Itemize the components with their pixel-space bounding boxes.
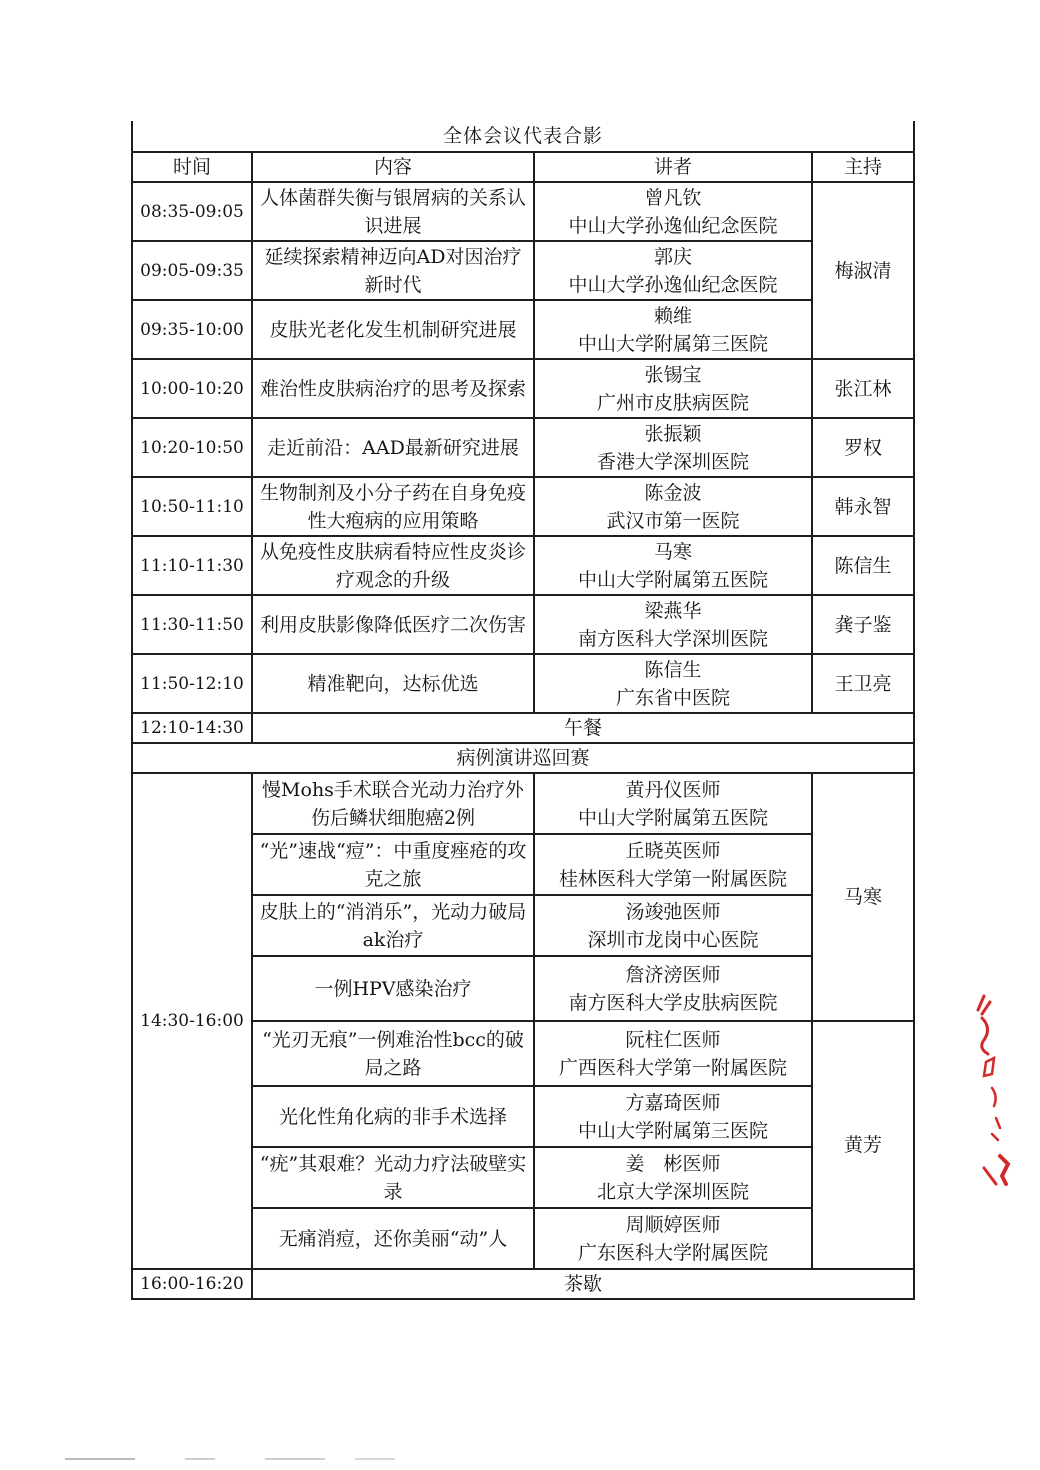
speaker-org: 中山大学附属第三医院 (577, 1119, 768, 1142)
speaker-name: 姜 彬医师 (625, 1152, 721, 1175)
host-name: 黄芳 (812, 1021, 914, 1269)
speaker-org: 中山大学附属第五医院 (577, 568, 768, 591)
speaker-cell (534, 182, 812, 241)
session-time: 08:35-09:05 (132, 182, 252, 241)
session-topic: 生物制剂及小分子药在自身免疫性大疱病的应用策略 (252, 477, 534, 536)
case-topic: 一例HPV感染治疗 (252, 956, 534, 1021)
red-seal-stamp (970, 988, 1016, 1188)
speaker-name: 方嘉琦医师 (625, 1091, 721, 1114)
header-content: 内容 (252, 152, 534, 182)
table-row (132, 418, 914, 477)
speaker-cell (534, 895, 812, 956)
tea-time: 16:00-16:20 (132, 1269, 252, 1299)
session-topic: 难治性皮肤病治疗的思考及探索 (252, 359, 534, 418)
session-time: 09:35-10:00 (132, 300, 252, 359)
speaker-name: 张振颖 (644, 422, 702, 445)
speaker-cell (534, 300, 812, 359)
speaker-org: 南方医科大学深圳医院 (577, 627, 768, 650)
speaker-name: 詹济滂医师 (625, 963, 721, 986)
session-time: 09:05-09:35 (132, 241, 252, 300)
speaker-org: 中山大学孙逸仙纪念医院 (568, 273, 778, 296)
table-row (132, 595, 914, 654)
speaker-cell (534, 359, 812, 418)
speaker-org: 北京大学深圳医院 (596, 1180, 749, 1203)
table-row (132, 477, 914, 536)
speaker-name: 阮柱仁医师 (625, 1028, 721, 1051)
speaker-name: 赖维 (653, 304, 692, 327)
speaker-name: 陈金波 (644, 481, 702, 504)
case-topic: 皮肤上的“消消乐”，光动力破局ak治疗 (252, 895, 534, 956)
table-row (132, 654, 914, 713)
speaker-org: 桂林医科大学第一附属医院 (558, 867, 787, 890)
table-row (132, 300, 914, 359)
session-time: 10:00-10:20 (132, 359, 252, 418)
speaker-cell (534, 477, 812, 536)
section-title-plenary: 全体会议代表合影 (132, 121, 914, 152)
bottom-edge-marks (65, 1456, 405, 1462)
tea-label: 茶歇 (252, 1269, 914, 1299)
host-name: 王卫亮 (812, 654, 914, 713)
session-topic: 人体菌群失衡与银屑病的关系认识进展 (252, 182, 534, 241)
speaker-org: 广东省中医院 (615, 686, 730, 709)
host-name: 龚子鉴 (812, 595, 914, 654)
section-title-cases: 病例演讲巡回赛 (132, 743, 914, 773)
speaker-cell (534, 1021, 812, 1086)
host-name: 罗权 (812, 418, 914, 477)
speaker-cell (534, 773, 812, 834)
schedule-table (131, 121, 915, 1300)
table-row (132, 241, 914, 300)
speaker-org: 中山大学附属第三医院 (577, 332, 768, 355)
speaker-cell (534, 1086, 812, 1147)
case-topic: 光化性角化病的非手术选择 (252, 1086, 534, 1147)
header-speaker: 讲者 (534, 152, 812, 182)
host-name: 马寒 (812, 773, 914, 1021)
lunch-row (132, 713, 914, 743)
speaker-name: 陈信生 (644, 658, 702, 681)
session-topic: 走近前沿：AAD最新研究进展 (252, 418, 534, 477)
speaker-cell (534, 536, 812, 595)
session-topic: 皮肤光老化发生机制研究进展 (252, 300, 534, 359)
table-row (132, 536, 914, 595)
lunch-time: 12:10-14:30 (132, 713, 252, 743)
session-time: 11:10-11:30 (132, 536, 252, 595)
case-topic: “疣”其艰难？光动力疗法破壁实录 (252, 1147, 534, 1208)
session-time: 11:50-12:10 (132, 654, 252, 713)
speaker-org: 广西医科大学第一附属医院 (558, 1056, 787, 1079)
host-name: 韩永智 (812, 477, 914, 536)
speaker-cell (534, 1147, 812, 1208)
speaker-org: 广州市皮肤病医院 (596, 391, 749, 414)
host-name: 张江林 (812, 359, 914, 418)
speaker-name: 张锡宝 (644, 363, 702, 386)
speaker-cell (534, 956, 812, 1021)
speaker-org: 武汉市第一医院 (606, 509, 740, 532)
speaker-org: 中山大学孙逸仙纪念医院 (568, 214, 778, 237)
header-host: 主持 (812, 152, 914, 182)
lunch-label: 午餐 (252, 713, 914, 743)
speaker-name: 汤竣弛医师 (625, 900, 721, 923)
speaker-name: 黄丹仪医师 (625, 778, 721, 801)
host-name: 陈信生 (812, 536, 914, 595)
speaker-cell (534, 654, 812, 713)
section-row (132, 743, 914, 773)
session-topic: 从免疫性皮肤病看特应性皮炎诊疗观念的升级 (252, 536, 534, 595)
session-topic: 精准靶向，达标优选 (252, 654, 534, 713)
speaker-org: 中山大学附属第五医院 (577, 806, 768, 829)
speaker-cell (534, 241, 812, 300)
case-topic: 无痛消痘，还你美丽“动”人 (252, 1208, 534, 1269)
speaker-cell (534, 595, 812, 654)
session-time: 10:50-11:10 (132, 477, 252, 536)
speaker-name: 马寒 (653, 540, 692, 563)
speaker-name: 周顺婷医师 (625, 1213, 721, 1236)
case-session-time: 14:30-16:00 (132, 773, 252, 1269)
header-time: 时间 (132, 152, 252, 182)
table-row (132, 359, 914, 418)
host-name: 梅淑清 (812, 182, 914, 359)
speaker-name: 丘晓英医师 (625, 839, 721, 862)
speaker-org: 深圳市龙岗中心医院 (587, 928, 759, 951)
speaker-org: 南方医科大学皮肤病医院 (568, 991, 778, 1014)
speaker-cell (534, 1208, 812, 1269)
session-topic: 延续探索精神迈向AD对因治疗新时代 (252, 241, 534, 300)
speaker-org: 广东医科大学附属医院 (577, 1241, 768, 1264)
table-row (132, 182, 914, 241)
speaker-name: 曾凡钦 (644, 186, 702, 209)
speaker-name: 郭庆 (653, 245, 692, 268)
speaker-name: 梁燕华 (644, 599, 702, 622)
case-topic: “光”速战“痘”：中重度痤疮的攻克之旅 (252, 834, 534, 895)
speaker-cell (534, 418, 812, 477)
speaker-cell (534, 834, 812, 895)
case-topic: “光刃无痕”一例难治性bcc的破局之路 (252, 1021, 534, 1086)
session-topic: 利用皮肤影像降低医疗二次伤害 (252, 595, 534, 654)
session-time: 10:20-10:50 (132, 418, 252, 477)
case-topic: 慢Mohs手术联合光动力治疗外伤后鳞状细胞癌2例 (252, 773, 534, 834)
speaker-org: 香港大学深圳医院 (596, 450, 749, 473)
tea-row (132, 1269, 914, 1299)
table-row (132, 773, 914, 834)
session-time: 11:30-11:50 (132, 595, 252, 654)
